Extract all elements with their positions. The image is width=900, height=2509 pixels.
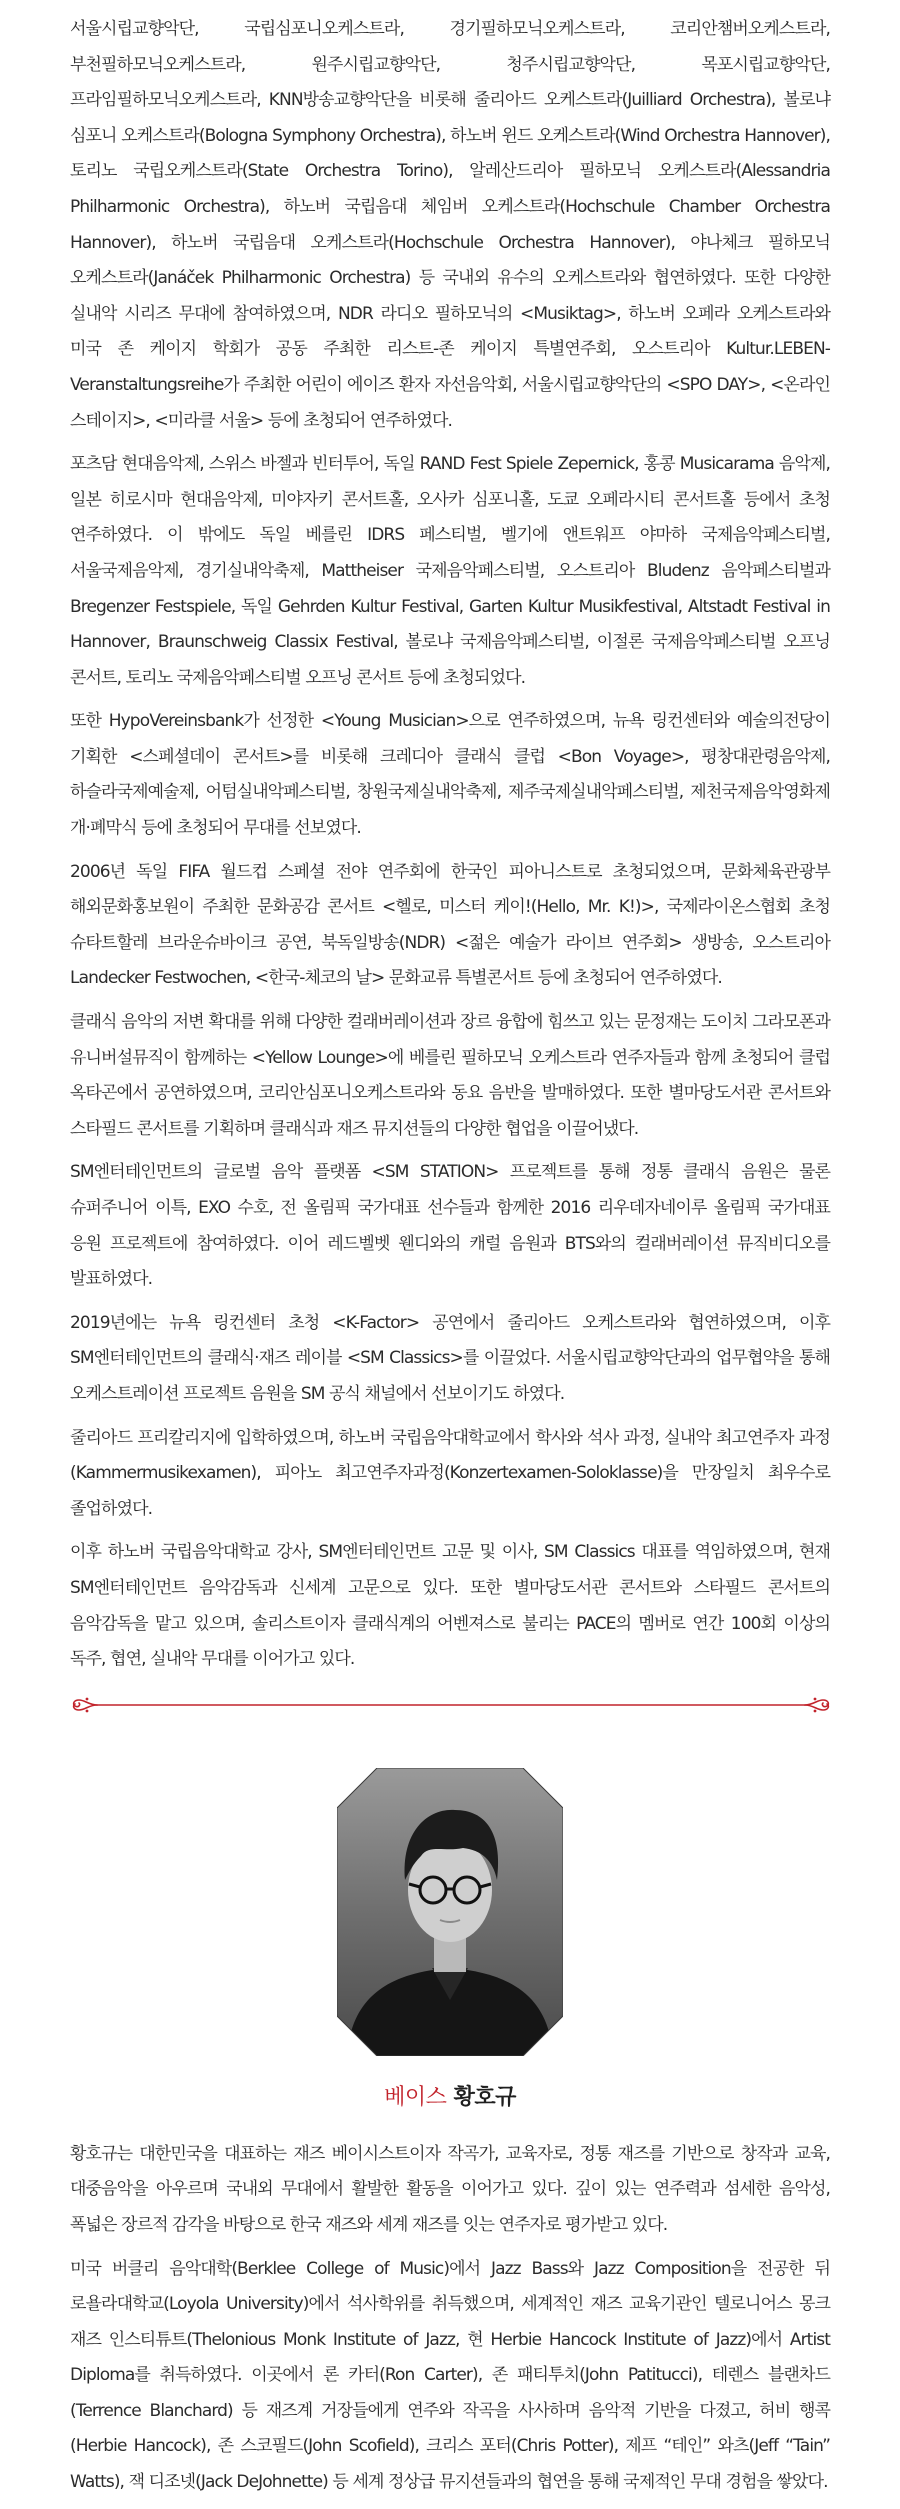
bio-paragraph: 또한 HypoVereinsbank가 선정한 <Young Musician>으로 연주하였으며, 뉴욕 링컨센터와 예술의전당이 기획한 <스페셜데이 콘서트>를 비롯해 크레디아 클래식 클럽 <Bon Voyage>, 평창대관령음악제, 하슬라국제예술제, 어텀실내악페스티벌, 창원국제실내악축제, 제주국제실내악페스티벌, 제천국제음악영화제 개·폐막식 등에 초청되어 무대를 선보였다. [70, 711, 830, 839]
previous-artist-bio [70, 12, 830, 1678]
portrait-photo [337, 1768, 563, 2056]
bio-paragraph: 서울시립교향악단, 국립심포니오케스트라, 경기필하모닉오케스트라, 코리안챔버오케스트라, 부천필하모닉오케스트라, 원주시립교향악단, 청주시립교향악단, 목포시립교향악단, 프라임필하모닉오케스트라, KNN방송교향악단을 비롯해 줄리아드 오케스트라(Juilliard Orchestra), 볼로냐 심포니 오케스트라(Bologna Symphony Orchestra), 하노버 윈드 오케스트라(Wind Orchestra Hannover), 토리노 국립오케스트라(State Orchestra Torino), 알레산드리아 필하모닉 오케스트라(Alessandria Philharmonic Orchestra), 하노버 국립음대 체임버 오케스트라(Hochschule Chamber Orchestra Hannover), 하노버 국립음대 오케스트라(Hochschule Orchestra Hannover), 야나체크 필하모닉 오케스트라(Janáček Philharmonic Orchestra) 등 국내외 유수의 오케스트라와 협연하였다. 또한 다양한 실내악 시리즈 무대에 참여하였으며, NDR 라디오 필하모닉의 <Musiktag>, 하노버 오페라 오케스트라와 미국 존 케이지 학회가 공동 주최한 리스트-존 케이지 특별연주회, 오스트리아 Kultur.LEBEN-Veranstaltungsreihe가 주최한 어린이 에이즈 환자 자선음악회, 서울시립교향악단의 <SPO DAY>, <온라인 스테이지>, <미라클 서울> 등에 초청되어 연주하였다. [70, 19, 830, 431]
bio-paragraph: 이후 하노버 국립음악대학교 강사, SM엔터테인먼트 고문 및 이사, SM Classics 대표를 역임하였으며, 현재 SM엔터테인먼트 음악감독과 신세계 고문으로 있다. 또한 별마당도서관 콘서트와 스타필드 콘서트의 음악감독을 맡고 있으며, 솔리스트이자 클래식계의 어벤져스로 불리는 PACE의 멤버로 연간 100회 이상의 독주, 협연, 실내악 무대를 이어가고 있다. [70, 1542, 830, 1670]
section-divider [67, 1690, 835, 1720]
bio-paragraph: SM엔터테인먼트의 글로벌 음악 플랫폼 <SM STATION> 프로젝트를 통해 정통 클래식 음원은 물론 슈퍼주니어 이특, EXO 수호, 전 올림픽 국가대표 선수들과 함께한 2016 리우데자네이루 올림픽 국가대표 응원 프로젝트에 참여하였다. 이어 레드벨벳 웬디와의 캐럴 음원과 BTS와의 컬래버레이션 뮤직비디오를 발표하였다. [70, 1162, 830, 1290]
artist-role: 베이스 [384, 2084, 447, 2110]
divider-line [67, 1690, 835, 1720]
scroll-ornament-icon [74, 1697, 97, 1712]
page-content [70, 0, 830, 2509]
bio-paragraph: 미국 버클리 음악대학(Berklee College of Music)에서 Jazz Bass와 Jazz Composition을 전공한 뒤 로욜라대학교(Loyola University)에서 석사학위를 취득했으며, 세계적인 재즈 교육기관인 텔로니어스 몽크 재즈 인스티튜트(Thelonious Monk Institute of Jazz, 현 Herbie Hancock Institute of Jazz)에서 Artist Diploma를 취득하였다. 이곳에서 론 카터(Ron Carter), 존 패티투치(John Patitucci), 테렌스 블랜차드(Terrence Blanchard) 등 재즈계 거장들에게 연주와 작곡을 사사하며 음악적 기반을 다졌고, 허비 행콕(Herbie Hancock), 존 스코필드(John Scofield), 크리스 포터(Chris Potter), 제프 “테인” 와츠(Jeff “Tain” Watts), 잭 디조넷(Jack DeJohnette) 등 세계 정상급 뮤지션들과의 협연을 통해 국제적인 무대 경험을 쌓았다. [70, 2258, 830, 2493]
bio-paragraph: 2019년에는 뉴욕 링컨센터 초청 <K-Factor> 공연에서 줄리아드 오케스트라와 협연하였으며, 이후 SM엔터테인먼트의 클래식·재즈 레이블 <SM Classics>를 이끌었다. 서울시립교향악단과의 업무협약을 통해 오케스트레이션 프로젝트 음원을 SM 공식 채널에서 선보이기도 하였다. [70, 1312, 830, 1404]
artist-name: 황호규 [453, 2084, 516, 2110]
bio-paragraph: 2006년 독일 FIFA 월드컵 스페셜 전야 연주회에 한국인 피아니스트로 초청되었으며, 문화체육관광부 해외문화홍보원이 주최한 문화공감 콘서트 <헬로, 미스터 케이!(Hello, Mr. K!)>, 국제라이온스협회 초청 슈타트할레 브라운슈바이크 공연, 북독일방송(NDR) <젊은 예술가 라이브 연주회> 생방송, 오스트리아 Landecker Festwochen, <한국-체코의 날> 문화교류 특별콘서트 등에 초청되어 연주하였다. [70, 861, 830, 989]
artist-portrait [337, 1768, 563, 2056]
scroll-ornament-icon [805, 1697, 828, 1712]
bio-paragraph: 황호규는 대한민국을 대표하는 재즈 베이시스트이자 작곡가, 교육자로, 정통 재즈를 기반으로 창작과 교육, 대중음악을 아우르며 국내외 무대에서 활발한 활동을 이어가고 있다. 깊이 있는 연주력과 섬세한 음악성, 폭넓은 장르적 감각을 바탕으로 한국 재즈와 세계 재즈를 잇는 연주자로 평가받고 있다. [70, 2143, 830, 2235]
bio-paragraph: 줄리아드 프리칼리지에 입학하였으며, 하노버 국립음악대학교에서 학사와 석사 과정, 실내악 최고연주자 과정(Kammermusikexamen), 피아노 최고연주자과정(Konzertexamen-Soloklasse)을 만장일치 최우수로 졸업하였다. [70, 1427, 830, 1519]
artist-bio [70, 2137, 830, 2501]
artist-heading [70, 2080, 830, 2111]
bio-paragraph: 포츠담 현대음악제, 스위스 바젤과 빈터투어, 독일 RAND Fest Spiele Zepernick, 홍콩 Musicarama 음악제, 일본 히로시마 현대음악제, 미야자키 콘서트홀, 오사카 심포니홀, 도쿄 오페라시티 콘서트홀 등에서 초청 연주하였다. 이 밖에도 독일 베를린 IDRS 페스티벌, 벨기에 앤트워프 야마하 국제음악페스티벌, 서울국제음악제, 경기실내악축제, Mattheiser 국제음악페스티벌, 오스트리아 Bludenz 음악페스티벌과 Bregenzer Festspiele, 독일 Gehrden Kultur Festival, Garten Kultur Musikfestival, Altstadt Festival in Hannover, Braunschweig Classix Festival, 볼로냐 국제음악페스티벌, 이절론 국제음악페스티벌 오프닝 콘서트, 토리노 국제음악페스티벌 오프닝 콘서트 등에 초청되었다. [70, 454, 830, 688]
bio-paragraph: 클래식 음악의 저변 확대를 위해 다양한 컬래버레이션과 장르 융합에 힘쓰고 있는 문정재는 도이치 그라모폰과 유니버설뮤직이 함께하는 <Yellow Lounge>에 베를린 필하모닉 오케스트라 연주자들과 함께 초청되어 클럽 옥타곤에서 공연하였으며, 코리안심포니오케스트라와 동요 음반을 발매하였다. 또한 별마당도서관 콘서트와 스타필드 콘서트를 기획하며 클래식과 재즈 뮤지션들의 다양한 협업을 이끌어냈다. [70, 1012, 830, 1139]
